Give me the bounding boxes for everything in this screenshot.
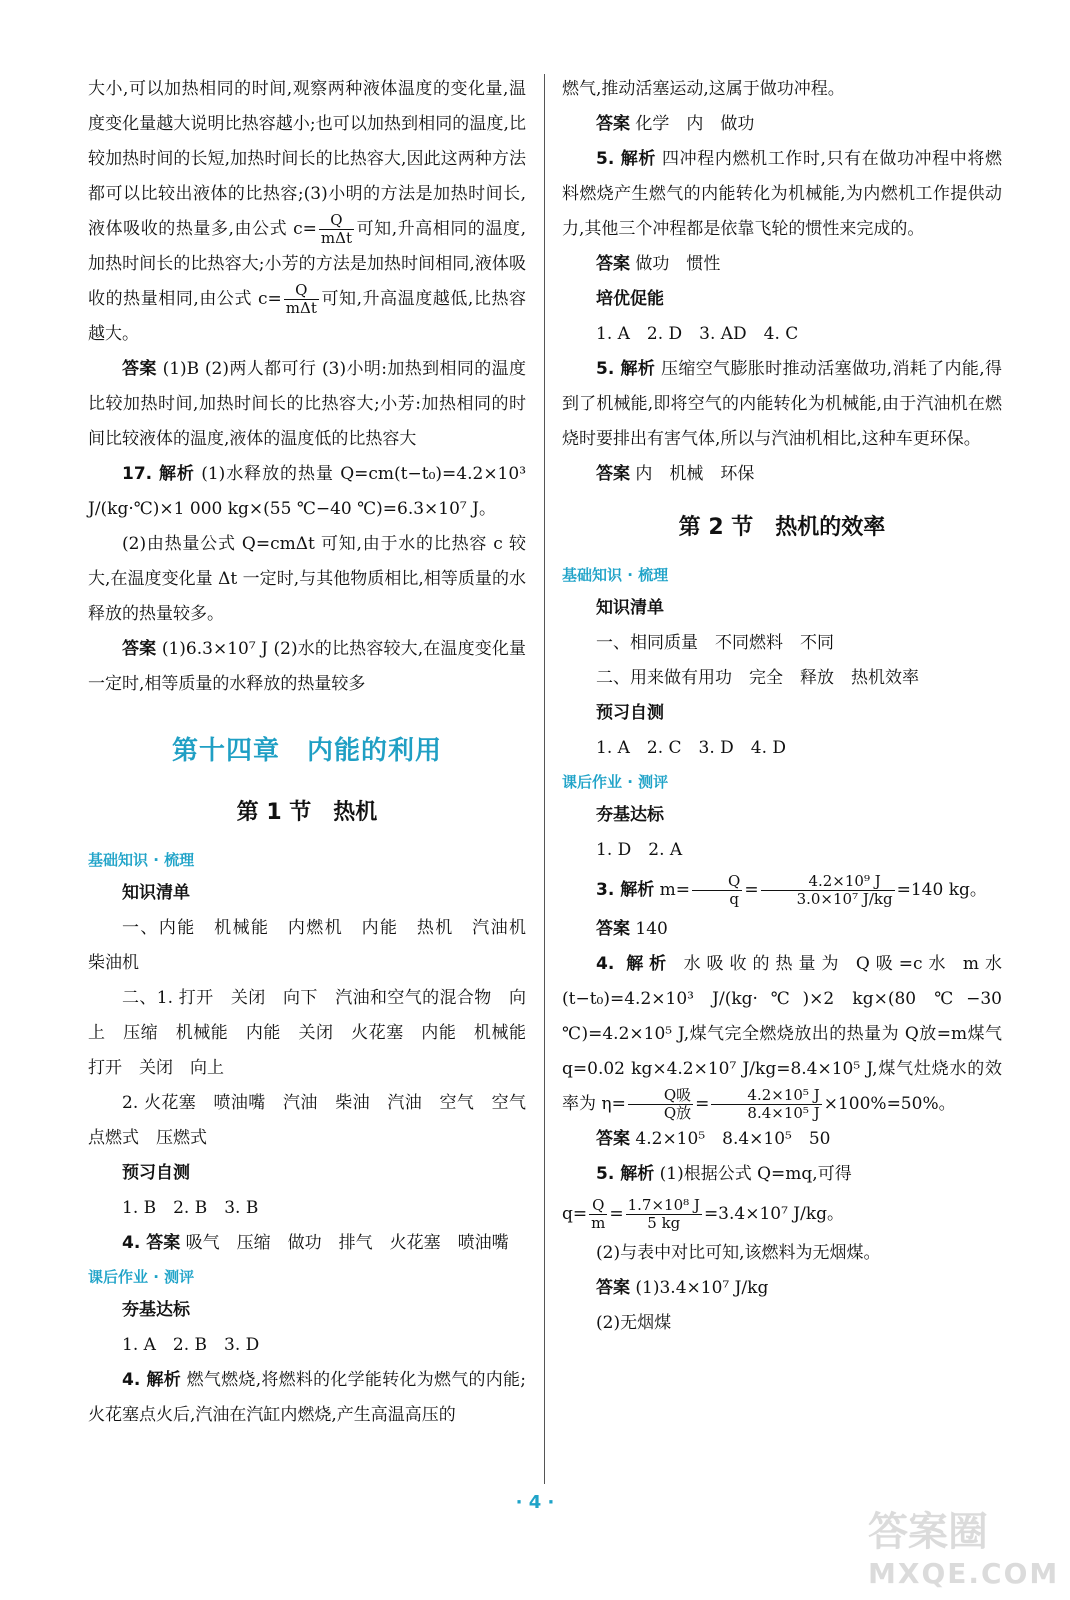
question-17-part2: (2)由热量公式 Q=cmΔt 可知,由于水的比热容 c 较大,在温度变化量 Δt 一定时,与其他物质相比,相等质量的水释放的热量较多。 — [88, 534, 526, 624]
subheading: 预习自测 — [596, 703, 664, 723]
answer-17: 答案 (1)6.3×10⁷ J (2)水的比热容较大,在温度变化量一定时,相等质量的水释放的热量较多 — [88, 639, 526, 694]
knowledge-3: 2. 火花塞 喷油嘴 汽油 柴油 汽油 空气 空气 点燃式 压燃式 — [88, 1093, 543, 1148]
fraction: $\frac{\text{Q吸}}{\text{Q放}}$ — [628, 1087, 693, 1122]
paragraph: 大小,可以加热相同的时间,观察两种液体温度的变化量,温度变化量越大说明比热容越小;也可以加热到相同的温度,比较加热时间的长短,加热时间长的比热容大,因此这两种方法都可以比较出液体的比热容;(3)小明的方法是加热时间长,液体吸收的热量多,由公式 c= $\frac{Q}{\text{mΔt}}$ 可知,升高相同的温度,加热时间长的比热容大;小芳的方法是加热时间相同,液体吸收的热量相同,由公式 c= $\frac{Q}{\text{mΔt}}$ 可知,升高温度越低,比热容越大。 — [88, 79, 527, 344]
answer-5: 答案 做功 惯性 — [596, 254, 721, 274]
watermark-logo: 答案圈 — [868, 1509, 988, 1555]
homework-q5-part2: (2)与表中对比可知,该燃料为无烟煤。 — [596, 1243, 881, 1263]
fraction: $\frac{\text{4.2×10⁹ J}}{\text{3.0×10⁷ J/kg}}$ — [761, 873, 895, 908]
knowledge-1: 一、相同质量 不同燃料 不同 — [596, 633, 834, 653]
watermark — [868, 1500, 1058, 1592]
watermark-url: MXQE.COM — [868, 1557, 1060, 1590]
answer-4: 答案 化学 内 做功 — [596, 114, 755, 134]
fraction: $\frac{Q}{\text{mΔt}}$ — [285, 281, 317, 317]
subheading: 预习自测 — [122, 1163, 190, 1183]
right-column — [562, 72, 1002, 1341]
knowledge-1: 一、内能 机械能 内燃机 内能 热机 汽油机 柴油机 — [88, 918, 543, 973]
tag-basic-knowledge: 基础知识 · 梳理 — [88, 851, 195, 869]
advanced-q5: 5. 解析 压缩空气膨胀时推动活塞做功,消耗了内能,得到了机械能,即将空气的内能转化为机械能,由于汽油机在燃烧时要排出有害气体,所以与汽油机相比,这种车更环保。 — [562, 359, 1002, 449]
fraction: $\frac{\text{1.7×10⁸ J}}{5 kg}$ — [627, 1196, 700, 1232]
tag-homework: 课后作业 · 测评 — [88, 1268, 195, 1286]
left-column — [88, 72, 543, 1433]
preview-answers: 1. B 2. B 3. B — [122, 1198, 259, 1218]
question-17: 17. 解析 (1)水释放的热量 Q=cm(t−t₀)=4.2×10³ J/(kg·℃)×1 000 kg×(55 ℃−40 ℃)=6.3×10⁷ J。 — [88, 464, 527, 519]
answer-4b: 答案 4.2×10⁵ 8.4×10⁵ 50 — [596, 1129, 831, 1149]
subheading: 夯基达标 — [122, 1300, 190, 1320]
tag-basic-knowledge: 基础知识 · 梳理 — [562, 566, 669, 584]
fraction: $\frac{\text{4.2×10⁵ J}}{\text{8.4×10⁵ J}}$ — [711, 1087, 821, 1122]
homework-q5: 5. 解析 (1)根据公式 Q=mq,可得 — [596, 1164, 852, 1184]
question-5: 5. 解析 四冲程内燃机工作时,只有在做功冲程中将燃料燃烧产生燃气的内能转化为机械能,为内燃机工作提供动力,其他三个冲程都是依靠飞轮的惯性来完成的。 — [562, 149, 1002, 239]
advanced-answers: 1. A 2. D 3. AD 4. C — [596, 324, 799, 344]
section-title: 第 2 节 热机的效率 — [678, 515, 886, 540]
chapter-title: 第十四章 内能的利用 — [171, 736, 442, 766]
homework-q3: 3. 解析 m= $\frac{Q}{q}$ = $\frac{\text{4.2×10⁹ J}}{\text{3.0×10⁷ J/kg}}$ =140 kg。 — [596, 872, 987, 908]
answer-16: 答案 (1)B (2)两人都可行 (3)小明:加热到相同的温度比较加热时间,加热时间长的比热容大;小芳:加热相同的时间比较液体的温度,液体的温度低的比热容大 — [88, 359, 527, 449]
homework-answers: 1. A 2. B 3. D — [122, 1335, 260, 1355]
section-title: 第 1 节 热机 — [236, 800, 378, 825]
preview-answers: 1. A 2. C 3. D 4. D — [596, 738, 787, 758]
fraction: $\frac{Q}{\text{mΔt}}$ — [320, 211, 352, 247]
knowledge-2: 二、1. 打开 关闭 向下 汽油和空气的混合物 向上 压缩 机械能 内能 关闭 火花塞 内能 机械能 打开 关闭 向上 — [88, 988, 543, 1078]
subheading: 培优促能 — [596, 289, 664, 309]
fraction: $\frac{Q}{m}$ — [591, 1196, 606, 1232]
homework-answers: 1. D 2. A — [596, 840, 683, 860]
page-number: · 4 · — [515, 1492, 555, 1513]
homework-q4: 4. 解析 水吸收的热量为 Q吸=c水 m水(t−t₀)=4.2×10³ J/(kg·℃)×2 kg×(80 ℃−30 ℃)=4.2×10⁵ J,煤气完全燃烧放出的热量为 Q放=m煤气q=0.02 kg×4.2×10⁷ J/kg=8.4×10⁵ J,煤气灶烧水的效率为 η= $\frac{\text{Q吸}}{\text{Q放}}$ = $\frac{\text{4.2×10⁵ J}}{\text{8.4×10⁵ J}}$ ×100%=50%。 — [562, 954, 1002, 1122]
tag-homework: 课后作业 · 测评 — [562, 773, 669, 791]
answer-5b: 答案 (1)3.4×10⁷ J/kg — [596, 1278, 769, 1298]
subheading: 知识清单 — [122, 883, 190, 903]
fraction: $\frac{Q}{q}$ — [692, 873, 742, 908]
preview-q4: 4. 答案 吸气 压缩 做功 排气 火花塞 喷油嘴 — [122, 1233, 509, 1253]
knowledge-2: 二、用来做有用功 完全 释放 热机效率 — [596, 668, 919, 688]
subheading: 知识清单 — [596, 598, 664, 618]
answer-5b-part2: (2)无烟煤 — [596, 1313, 672, 1333]
paragraph: 燃气,推动活塞运动,这属于做功冲程。 — [562, 79, 845, 99]
answer-3: 答案 140 — [596, 919, 668, 939]
column-divider — [544, 74, 545, 1484]
subheading: 夯基达标 — [596, 805, 664, 825]
homework-q5-formula: q= $\frac{Q}{m}$ = $\frac{\text{1.7×10⁸ J}}{5 kg}$ =3.4×10⁷ J/kg。 — [562, 1196, 845, 1232]
advanced-answer-5: 答案 内 机械 环保 — [596, 464, 755, 484]
homework-q4: 4. 解析 燃气燃烧,将燃料的化学能转化为燃气的内能;火花塞点火后,汽油在汽缸内燃烧,产生高温高压的 — [88, 1370, 526, 1425]
